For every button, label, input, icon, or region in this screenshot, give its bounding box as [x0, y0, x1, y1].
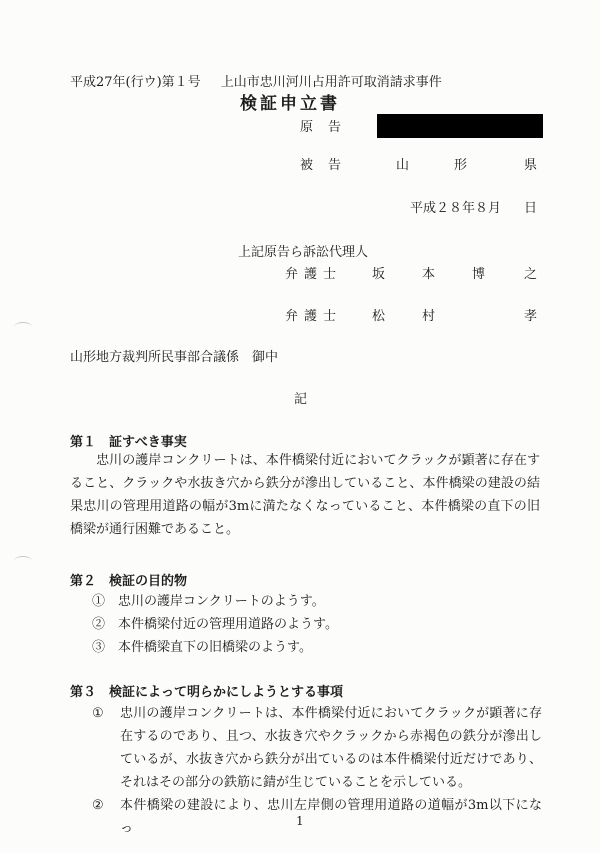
matter-item-2 — [92, 794, 542, 840]
target-item-1 — [92, 590, 325, 609]
document-title: 検証申立書 — [240, 94, 340, 114]
item-text: 忠川の護岸コンクリートのようす。 — [118, 594, 325, 609]
item-mark: ② — [92, 798, 104, 813]
item-text: 本件橋梁直下の旧橋梁のようす。 — [118, 640, 312, 655]
defendant-name-char: 形 — [454, 158, 468, 173]
matter-item-1 — [92, 702, 542, 794]
target-item-3 — [92, 636, 312, 655]
item-mark: ① — [92, 594, 106, 609]
attorney-name-char: 孝 — [524, 309, 538, 324]
attorney-role: 弁護士 — [285, 309, 343, 324]
attorney-name-char: 本 — [422, 267, 436, 282]
defendant-name-char: 県 — [524, 158, 538, 173]
attorney-intro: 上記原告ら訴訟代理人 — [238, 245, 369, 260]
section-2-heading: 第２ 検証の目的物 — [70, 574, 188, 589]
page-number: 1 — [296, 814, 304, 828]
attorney-name-char: 之 — [524, 267, 538, 282]
section-1-heading: 第１ 証すべき事実 — [70, 435, 187, 450]
plaintiff-label: 原告 — [300, 120, 357, 135]
attorney-role: 弁護士 — [285, 267, 343, 282]
case-name: 上山市忠川河川占用許可取消請求事件 — [220, 75, 442, 90]
section-3-heading: 第３ 検証によって明らかにしようとする事項 — [70, 685, 344, 700]
item-mark: ① — [92, 706, 104, 721]
item-text: 本件橋梁付近の管理用道路のようす。 — [118, 617, 338, 632]
case-number: 平成27年(行ウ)第１号 — [70, 75, 201, 90]
target-item-2 — [92, 613, 338, 632]
item-mark: ③ — [92, 640, 106, 655]
item-text: 本件橋梁の建設により、忠川左岸側の管理用道路の道幅が3m以下になっ — [120, 798, 542, 836]
filing-day-label: 日 — [524, 201, 538, 216]
filing-date: 平成２８年８月 — [410, 201, 502, 216]
punch-hole-mark — [14, 322, 32, 332]
redacted-plaintiff-name — [377, 114, 543, 138]
item-mark: ② — [92, 617, 106, 632]
section-1-text: 忠川の護岸コンクリートは、本件橋梁付近においてクラックが顕著に存在すること、クラックや水抜き穴から鉄分が滲出していること、本件橋梁の建設の結果忠川の管理用道路の幅が3mに満たなくなっていること、本件橋梁の直下の旧橋梁が通行困難であること。 — [70, 453, 540, 537]
ki-marker: 記 — [294, 392, 308, 407]
defendant-name-char: 山 — [396, 158, 410, 173]
section-1-paragraph — [70, 449, 540, 541]
attorney-name-char: 坂 — [372, 267, 386, 282]
attorney-name-char: 博 — [472, 267, 486, 282]
punch-hole-mark — [14, 556, 32, 566]
court-addressee: 山形地方裁判所民事部合議係 御中 — [70, 350, 279, 365]
defendant-label: 被告 — [300, 158, 357, 173]
attorney-name-char: 村 — [422, 309, 436, 324]
item-text: 忠川の護岸コンクリートは、本件橋梁付近においてクラックが顕著に存在するのであり、且つ、水抜き穴やクラックから赤褐色の鉄分が滲出しているが、水抜き穴から鉄分が出ているのは本件橋梁付近だけであり、それはその部分の鉄筋に錆が生じていることを示している。 — [120, 706, 542, 790]
case-header — [70, 71, 442, 90]
attorney-name-char: 松 — [372, 309, 386, 324]
